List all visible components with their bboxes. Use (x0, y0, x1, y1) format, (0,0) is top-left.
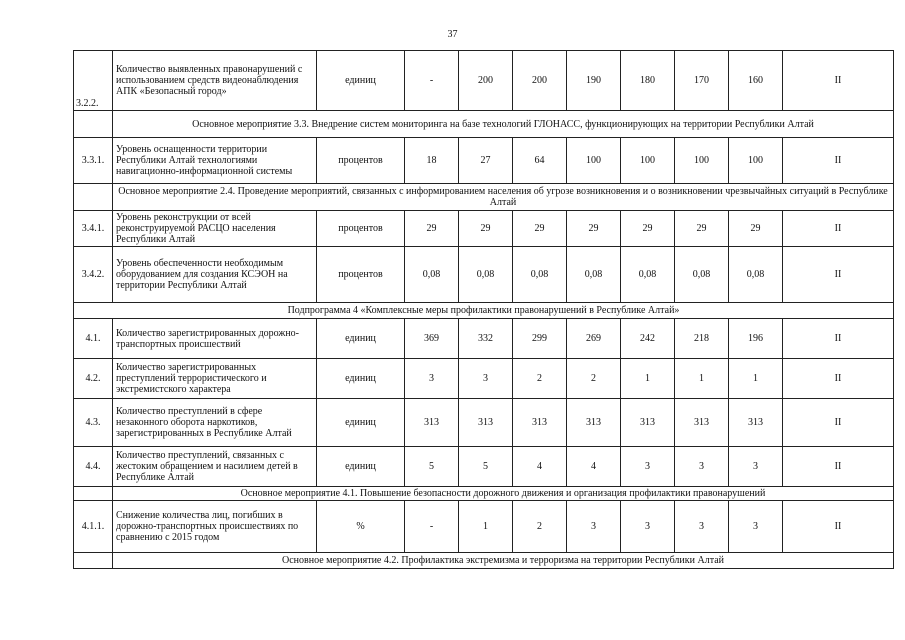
row-code: 4.3. (74, 399, 113, 447)
value-cell: 29 (567, 211, 621, 247)
value-cell: 1 (621, 359, 675, 399)
indicator-name: Уровень оснащенности территории Республики Алтай технологиями навигационно-информационной системы (113, 138, 317, 184)
value-cell: 3 (729, 447, 783, 487)
unit-cell: % (317, 501, 405, 553)
section-heading: Основное мероприятие 3.3. Внедрение систем мониторинга на базе технологий ГЛОНАСС, функционирующих на территории Республики Алтай (113, 111, 894, 138)
mark-cell: II (783, 319, 894, 359)
mark-cell: II (783, 399, 894, 447)
value-cell: 332 (459, 319, 513, 359)
row-code: 3.2.2. (74, 51, 113, 111)
value-cell: 0,08 (675, 247, 729, 303)
value-cell: 5 (459, 447, 513, 487)
value-cell: 313 (567, 399, 621, 447)
value-cell: 5 (405, 447, 459, 487)
value-cell: 200 (513, 51, 567, 111)
value-cell: 3 (729, 501, 783, 553)
indicator-name: Количество преступлений в сфере незаконного оборота наркотиков, зарегистрированных в Республике Алтай (113, 399, 317, 447)
table-row (74, 211, 894, 247)
table-row (74, 319, 894, 359)
value-cell: 3 (675, 447, 729, 487)
value-cell: 2 (513, 501, 567, 553)
row-code: 3.4.2. (74, 247, 113, 303)
indicator-name: Количество преступлений, связанных с жестоким обращением и насилием детей в Республике Алтай (113, 447, 317, 487)
value-cell: 3 (621, 501, 675, 553)
row-code: 3.4.1. (74, 211, 113, 247)
table-row (74, 51, 894, 111)
mark-cell: II (783, 447, 894, 487)
value-cell: 313 (513, 399, 567, 447)
unit-cell: единиц (317, 359, 405, 399)
section-heading-row (74, 303, 894, 319)
section-heading-row (74, 487, 894, 501)
value-cell: 3 (675, 501, 729, 553)
unit-cell: процентов (317, 247, 405, 303)
value-cell: 29 (459, 211, 513, 247)
value-cell: 4 (513, 447, 567, 487)
value-cell: 1 (675, 359, 729, 399)
value-cell: 2 (513, 359, 567, 399)
value-cell: 100 (675, 138, 729, 184)
mark-cell: II (783, 211, 894, 247)
value-cell: 0,08 (729, 247, 783, 303)
unit-cell: единиц (317, 447, 405, 487)
table-row (74, 447, 894, 487)
value-cell: 100 (567, 138, 621, 184)
value-cell: 64 (513, 138, 567, 184)
value-cell: 29 (621, 211, 675, 247)
value-cell: 100 (729, 138, 783, 184)
value-cell: 200 (459, 51, 513, 111)
indicator-name: Количество зарегистрированных дорожно-транспортных происшествий (113, 319, 317, 359)
value-cell: 299 (513, 319, 567, 359)
empty-cell (74, 553, 113, 569)
value-cell: 0,08 (459, 247, 513, 303)
value-cell: 3 (459, 359, 513, 399)
value-cell: 313 (729, 399, 783, 447)
row-code: 4.1. (74, 319, 113, 359)
indicator-name: Уровень обеспеченности необходимым оборудованием для создания КСЭОН на территории Республики Алтай (113, 247, 317, 303)
indicator-name: Снижение количества лиц, погибших в дорожно-транспортных происшествиях по сравнению с 2015 годом (113, 501, 317, 553)
value-cell: 29 (405, 211, 459, 247)
page-number: 37 (447, 29, 458, 40)
table-row (74, 359, 894, 399)
unit-cell: единиц (317, 51, 405, 111)
indicator-name: Количество зарегистрированных преступлений террористического и экстремистского характера (113, 359, 317, 399)
table-row (74, 247, 894, 303)
value-cell: 27 (459, 138, 513, 184)
indicators-table (73, 50, 894, 569)
section-heading-row (74, 111, 894, 138)
value-cell: 190 (567, 51, 621, 111)
mark-cell: II (783, 138, 894, 184)
empty-cell (74, 111, 113, 138)
row-code: 3.3.1. (74, 138, 113, 184)
section-heading: Основное мероприятие 4.2. Профилактика экстремизма и терроризма на территории Республики Алтай (113, 553, 894, 569)
value-cell: 242 (621, 319, 675, 359)
indicator-name: Количество выявленных правонарушений с использованием средств видеонаблюдения АПК «Безопасный город» (113, 51, 317, 111)
value-cell: 160 (729, 51, 783, 111)
unit-cell: процентов (317, 211, 405, 247)
unit-cell: единиц (317, 399, 405, 447)
value-cell: 0,08 (567, 247, 621, 303)
value-cell: 196 (729, 319, 783, 359)
section-heading-row (74, 184, 894, 211)
value-cell: 2 (567, 359, 621, 399)
value-cell: 313 (675, 399, 729, 447)
table-row (74, 501, 894, 553)
mark-cell: II (783, 247, 894, 303)
value-cell: - (405, 51, 459, 111)
value-cell: 0,08 (513, 247, 567, 303)
value-cell: 313 (405, 399, 459, 447)
value-cell: 313 (459, 399, 513, 447)
value-cell: 1 (729, 359, 783, 399)
value-cell: 29 (729, 211, 783, 247)
value-cell: 3 (567, 501, 621, 553)
value-cell: 18 (405, 138, 459, 184)
value-cell: 3 (621, 447, 675, 487)
row-code: 4.1.1. (74, 501, 113, 553)
value-cell: - (405, 501, 459, 553)
value-cell: 1 (459, 501, 513, 553)
mark-cell: II (783, 359, 894, 399)
value-cell: 100 (621, 138, 675, 184)
value-cell: 269 (567, 319, 621, 359)
mark-cell: II (783, 51, 894, 111)
value-cell: 0,08 (621, 247, 675, 303)
unit-cell: единиц (317, 319, 405, 359)
subprogram-heading: Подпрограмма 4 «Комплексные меры профилактики правонарушений в Республике Алтай» (74, 303, 894, 319)
value-cell: 313 (621, 399, 675, 447)
value-cell: 180 (621, 51, 675, 111)
value-cell: 29 (675, 211, 729, 247)
value-cell: 0,08 (405, 247, 459, 303)
table-row (74, 399, 894, 447)
section-heading: Основное мероприятие 2.4. Проведение мероприятий, связанных с информированием населения об угрозе возникновения и о возникновении чрезвычайных ситуаций в Республике Алтай (113, 184, 894, 211)
value-cell: 29 (513, 211, 567, 247)
empty-cell (74, 487, 113, 501)
indicator-name: Уровень реконструкции от всей реконструируемой РАСЦО населения Республики Алтай (113, 211, 317, 247)
table-row (74, 138, 894, 184)
row-code: 4.4. (74, 447, 113, 487)
value-cell: 3 (405, 359, 459, 399)
value-cell: 170 (675, 51, 729, 111)
mark-cell: II (783, 501, 894, 553)
empty-cell (74, 184, 113, 211)
section-heading-row (74, 553, 894, 569)
value-cell: 369 (405, 319, 459, 359)
unit-cell: процентов (317, 138, 405, 184)
value-cell: 4 (567, 447, 621, 487)
section-heading: Основное мероприятие 4.1. Повышение безопасности дорожного движения и организация профилактики правонарушений (113, 487, 894, 501)
value-cell: 218 (675, 319, 729, 359)
row-code: 4.2. (74, 359, 113, 399)
